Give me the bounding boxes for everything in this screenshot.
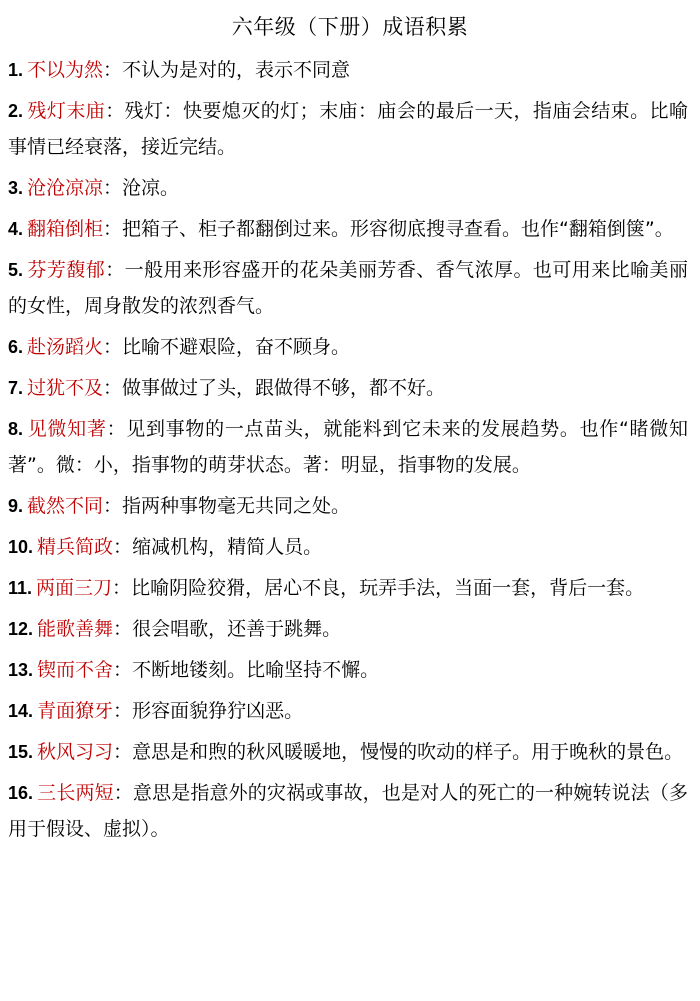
page-title: 六年级（下册）成语积累 [231, 15, 469, 39]
entry-number: 5. [8, 260, 24, 280]
idiom-definition: 意思是和煦的秋风暖暖地，慢慢的吹动的样子。用于晚秋的景色。 [132, 741, 684, 763]
entry-colon: ： [113, 782, 133, 804]
entry-number: 13. [8, 660, 34, 680]
entry-colon: ： [112, 577, 132, 599]
idiom-definition: 很会唱歌，还善于跳舞。 [132, 618, 342, 640]
idiom-term: 过犹不及 [27, 377, 104, 399]
idiom-term: 见微知著 [27, 418, 107, 440]
entry-colon: ： [113, 618, 133, 640]
idiom-term: 翻箱倒柜 [27, 218, 104, 240]
entry-number: 12. [8, 619, 34, 639]
entry-number: 8. [8, 419, 24, 439]
entry-number: 15. [8, 742, 34, 762]
idiom-term: 芬芳馥郁 [27, 259, 106, 281]
idiom-term: 赴汤蹈火 [27, 336, 104, 358]
idiom-entry [8, 529, 688, 565]
idiom-entry [8, 775, 688, 847]
idiom-entry [8, 170, 688, 206]
idiom-definition: 一般用来形容盛开的花朵美丽芳香、香气浓厚。也可用来比喻美丽的女性，周身散发的浓烈香气。 [8, 259, 688, 317]
idiom-definition: 做事做过了头，跟做得不够，都不好。 [122, 377, 446, 399]
entry-number: 7. [8, 378, 24, 398]
entry-number: 4. [8, 219, 24, 239]
idiom-definition: 把箱子、柜子都翻倒过来。形容彻底搜寻查看。也作“翻箱倒箧”。 [122, 218, 674, 240]
entry-number: 1. [8, 60, 24, 80]
entry-colon: ： [113, 700, 133, 722]
idiom-term: 能歌善舞 [37, 618, 114, 640]
entry-colon: ： [105, 259, 125, 281]
idiom-entry [8, 652, 688, 688]
idiom-term: 截然不同 [27, 495, 104, 517]
idiom-term: 残灯末庙 [27, 100, 106, 122]
idiom-definition: 不断地镂刻。比喻坚持不懈。 [132, 659, 380, 681]
idiom-entry [8, 211, 688, 247]
idiom-entry [8, 252, 688, 324]
idiom-term: 青面獠牙 [37, 700, 114, 722]
idiom-entry [8, 693, 688, 729]
entry-number: 10. [8, 537, 34, 557]
idiom-definition: 不认为是对的，表示不同意 [122, 59, 351, 81]
entry-number: 6. [8, 337, 24, 357]
entry-number: 2. [8, 101, 24, 121]
entry-number: 9. [8, 496, 24, 516]
idiom-entry [8, 734, 688, 770]
idiom-term: 秋风习习 [37, 741, 114, 763]
entry-colon: ： [103, 218, 123, 240]
entry-number: 3. [8, 178, 24, 198]
entry-number: 11. [8, 578, 33, 598]
idiom-definition: 缩减机构，精简人员。 [132, 536, 323, 558]
idiom-entry [8, 93, 688, 165]
entry-number: 16. [8, 783, 34, 803]
entry-colon: ： [103, 336, 123, 358]
idiom-definition: 指两种事物毫无共同之处。 [122, 495, 351, 517]
idiom-entry [8, 570, 688, 606]
idiom-entry [8, 611, 688, 647]
idiom-term: 两面三刀 [36, 577, 113, 599]
entry-colon: ： [113, 536, 133, 558]
idiom-definition: 比喻阴险狡猾，居心不良，玩弄手法，当面一套，背后一套。 [131, 577, 645, 599]
idiom-entry [8, 329, 688, 365]
idiom-entry [8, 370, 688, 406]
idiom-entry [8, 488, 688, 524]
entry-colon: ： [106, 418, 127, 440]
idiom-term: 沧沧凉凉 [27, 177, 104, 199]
idiom-definition: 比喻不避艰险，奋不顾身。 [122, 336, 351, 358]
entry-colon: ： [103, 59, 123, 81]
idiom-entry [8, 52, 688, 88]
entry-colon: ： [103, 495, 123, 517]
entry-colon: ： [103, 377, 123, 399]
idiom-definition: 意思是指意外的灾祸或事故，也是对人的死亡的一种婉转说法（多用于假设、虚拟）。 [8, 782, 688, 840]
entry-colon: ： [113, 659, 133, 681]
idiom-term: 三长两短 [37, 782, 114, 804]
idiom-term: 不以为然 [27, 59, 104, 81]
idiom-entry [8, 411, 688, 483]
idiom-definition: 形容面貌狰狞凶恶。 [132, 700, 304, 722]
idiom-list [8, 52, 688, 852]
entry-number: 14. [8, 701, 34, 721]
idiom-term: 锲而不舍 [37, 659, 114, 681]
idiom-term: 精兵简政 [37, 536, 114, 558]
idiom-definition: 残灯：快要熄灭的灯；末庙：庙会的最后一天，指庙会结束。比喻事情已经衰落，接近完结。 [8, 100, 688, 158]
idiom-definition: 沧凉。 [122, 177, 180, 199]
entry-colon: ： [113, 741, 133, 763]
entry-colon: ： [105, 100, 125, 122]
entry-colon: ： [103, 177, 123, 199]
idiom-definition: 见到事物的一点苗头，就能料到它未来的发展趋势。也作“睹微知著”。微：小，指事物的萌芽状态。著：明显，指事物的发展。 [8, 418, 688, 476]
